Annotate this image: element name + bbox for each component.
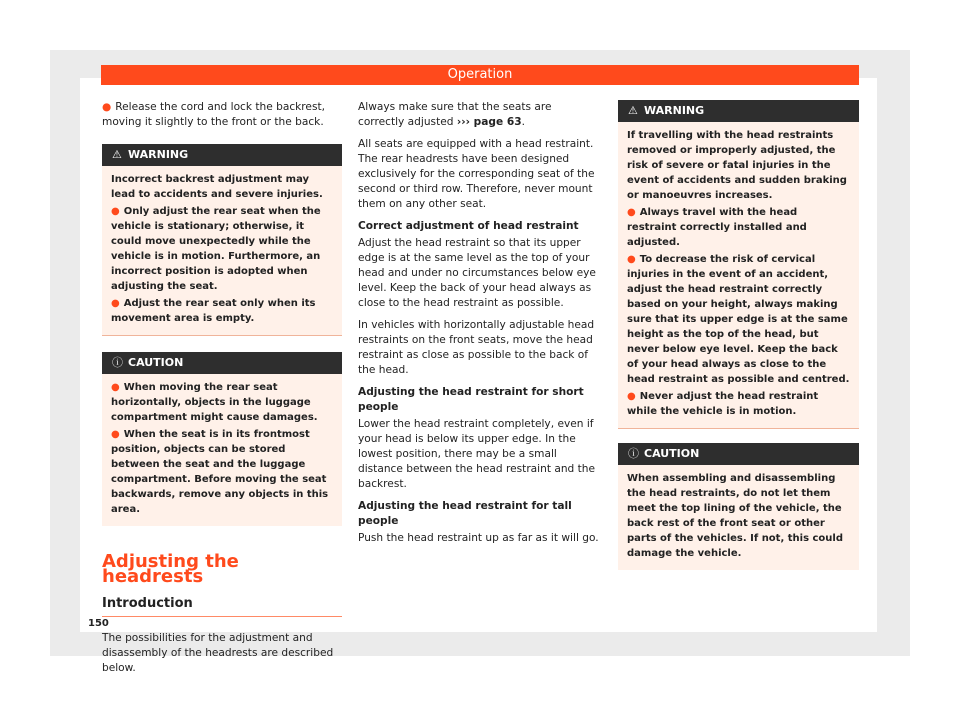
page-reference-link[interactable]: ››› page 63	[456, 116, 522, 128]
warning-triangle-icon: ⚠	[112, 148, 122, 161]
page-number: 150	[88, 618, 109, 629]
bullet-icon: ●	[111, 429, 120, 440]
warning-triangle-icon: ⚠	[628, 104, 638, 117]
paragraph: Adjust the head restraint so that its upper edge is at the same level as the top of your head and under no circumstances below eye level. Keep the back of your head always as close to the head restraint as possible.	[358, 237, 596, 309]
subsection-heading: Introduction	[102, 596, 342, 617]
column-left	[102, 100, 342, 683]
caution-text: When assembling and disassembling the head restraints, do not let them meet the top lining of the vehicle, the back rest of the front seat or other parts of the vehicles. If not, this could damage the vehicle.	[627, 473, 844, 559]
bullet-icon: ●	[627, 254, 636, 265]
bullet-icon: ●	[627, 207, 636, 218]
intro-paragraph: The possibilities for the adjustment and disassembly of the headrests are described below.	[102, 632, 334, 674]
warning-item: ● To decrease the risk of cervical injuries in the event of an accident, adjust the head restraint correctly based on your height, always making sure that its upper edge is at the same height as the top of the head, but never below eye level. Keep the back of your head always as close to the head restraint as possible and centred.	[627, 254, 850, 385]
bullet-icon: ●	[111, 382, 120, 393]
instruction-bullet: ● Release the cord and lock the backrest, moving it slightly to the front or the back.	[102, 101, 325, 128]
bullet-icon: ●	[627, 391, 636, 402]
warning-header: ⚠ WARNING	[102, 144, 342, 166]
warning-header: ⚠ WARNING	[618, 100, 859, 122]
warning-item: ● Adjust the rear seat only when its movement area is empty.	[111, 298, 316, 324]
paragraph: In vehicles with horizontally adjustable head restraints on the front seats, move the head restraint as close as possible to the back of the head.	[358, 319, 595, 376]
warning-item: ● Only adjust the rear seat when the vehicle is stationary; otherwise, it could move unexpectedly while the vehicle is in motion. Furthermore, an incorrect position is adopted when adjusting the seat.	[111, 206, 321, 292]
warning-intro: If travelling with the head restraints removed or improperly adjusted, the risk of severe or fatal injuries in the event of accidents and sudden braking or manoeuvres increases.	[627, 130, 847, 201]
column-middle	[358, 100, 601, 553]
column-right	[618, 100, 859, 580]
warning-box	[618, 100, 859, 429]
caution-circle-icon: ⓘ	[112, 356, 123, 369]
caution-item: ● When moving the rear seat horizontally, objects in the luggage compartment might cause damages.	[111, 382, 318, 423]
caution-header: ⓘ CAUTION	[102, 352, 342, 374]
section-header: Operation	[101, 65, 859, 85]
warning-intro: Incorrect backrest adjustment may lead to accidents and severe injuries.	[111, 174, 323, 200]
caution-circle-icon: ⓘ	[628, 447, 639, 460]
warning-box	[102, 144, 342, 336]
caution-box	[618, 443, 859, 570]
warning-item: ● Never adjust the head restraint while the vehicle is in motion.	[627, 391, 819, 417]
caution-box	[102, 352, 342, 526]
bullet-icon: ●	[111, 206, 120, 217]
caution-item: ● When the seat is in its frontmost position, objects can be stored between the seat and the luggage compartment. Before moving the seat backwards, remove any objects in this area.	[111, 429, 329, 515]
section-heading: Adjusting the headrests	[102, 551, 239, 587]
paragraph: Push the head restraint up as far as it will go.	[358, 532, 599, 544]
paragraph-heading: Correct adjustment of head restraint	[358, 220, 579, 232]
warning-item: ● Always travel with the head restraint correctly installed and adjusted.	[627, 207, 807, 248]
paragraph: All seats are equipped with a head restraint. The rear headrests have been designed exclusively for the corresponding seat of the second or third row. Therefore, never mount them on any other seat.	[358, 138, 595, 210]
paragraph: Always make sure that the seats are correctly adjusted ››› page 63.	[358, 101, 552, 128]
bullet-icon: ●	[102, 101, 112, 113]
caution-header: ⓘ CAUTION	[618, 443, 859, 465]
bullet-icon: ●	[111, 298, 120, 309]
paragraph: Lower the head restraint completely, even if your head is below its upper edge. In the lowest position, there may be a small distance between the head restraint and the backrest.	[358, 418, 596, 490]
paragraph-heading: Adjusting the head restraint for tall people	[358, 500, 572, 527]
paragraph-heading: Adjusting the head restraint for short people	[358, 386, 584, 413]
